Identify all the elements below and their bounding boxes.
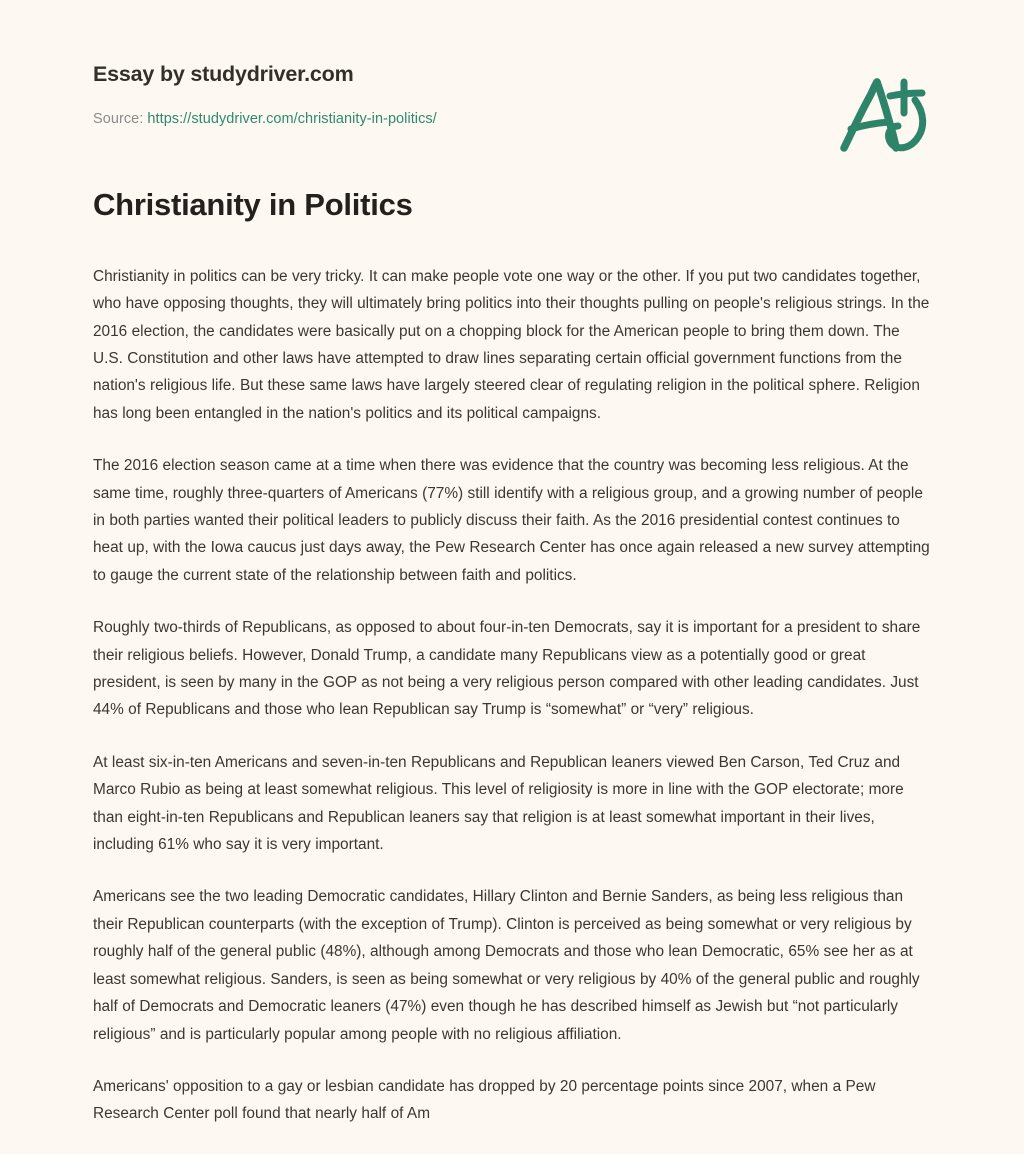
source-line bbox=[93, 110, 960, 129]
paragraph: Americans see the two leading Democratic candidates, Hillary Clinton and Bernie Sanders, as being less religious than their Republican counterparts (with the exception of Trump). Clinton is perceived as being somewhat or very religious by roughly half of the general public (48%), although among Democrats and those who lean Democratic, 65% see her as at least somewhat religious. Sanders, is seen as being somewhat or very religious by 40% of the general public and roughly half of Democrats and Democratic leaners (47%) even though he has described himself as Jewish but “not particularly religious” and is particularly popular among people with no religious affiliation. bbox=[93, 888, 920, 1043]
paragraph: At least six-in-ten Americans and seven-in-ten Republicans and Republican leaners viewed Ben Carson, Ted Cruz and Marco Rubio as being at least somewhat religious. This level of religiosity is more in line with the GOP electorate; more than eight-in-ten Republicans and Republican leaners say that religion is at least somewhat important in their lives, including 61% who say it is very important. bbox=[93, 753, 904, 854]
paragraph: The 2016 election season came at a time when there was evidence that the country was becoming less religious. At the same time, roughly three-quarters of Americans (77%) still identify with a religious group, and a growing number of people in both parties wanted their political leaders to publicly discuss their faith. As the 2016 presidential contest continues to heat up, with the Iowa caucus just days away, the Pew Research Center has once again released a new survey attempting to gauge the current state of the relationship between faith and politics. bbox=[93, 457, 930, 584]
a-plus-logo bbox=[834, 66, 930, 162]
document-body bbox=[93, 263, 932, 1128]
document-header bbox=[0, 0, 1024, 186]
page-title: Christianity in Politics bbox=[93, 187, 413, 222]
source-label: Source: bbox=[93, 110, 144, 127]
paragraph: Americans' opposition to a gay or lesbian candidate has dropped by 20 percentage points since 2007, when a Pew Research Center poll found that nearly half of Am bbox=[93, 1077, 876, 1123]
essay-byline: Essay by studydriver.com bbox=[93, 62, 354, 86]
paragraph: Roughly two-thirds of Republicans, as opposed to about four-in-ten Democrats, say it is important for a president to share their religious beliefs. However, Donald Trump, a candidate many Republicans view as a potentially good or great president, is seen by many in the GOP as not being a very religious person compared with other leading candidates. Just 44% of Republicans and those who lean Republican say Trump is “somewhat” or “very” religious. bbox=[93, 619, 921, 719]
paragraph: Christianity in politics can be very tricky. It can make people vote one way or the other. If you put two candidates together, who have opposing thoughts, they will ultimately bring politics into their thoughts pulling on people's religious strings. In the 2016 election, the candidates were basically put on a chopping block for the American people to bring them down. The U.S. Constitution and other laws have attempted to draw lines separating certain official government functions from the nation's religious life. But these same laws have largely steered clear of regulating religion in the political sphere. Religion has long been entangled in the nation's politics and its political campaigns. bbox=[93, 267, 930, 422]
source-url-link[interactable]: https://studydriver.com/christianity-in-politics/ bbox=[147, 110, 437, 127]
